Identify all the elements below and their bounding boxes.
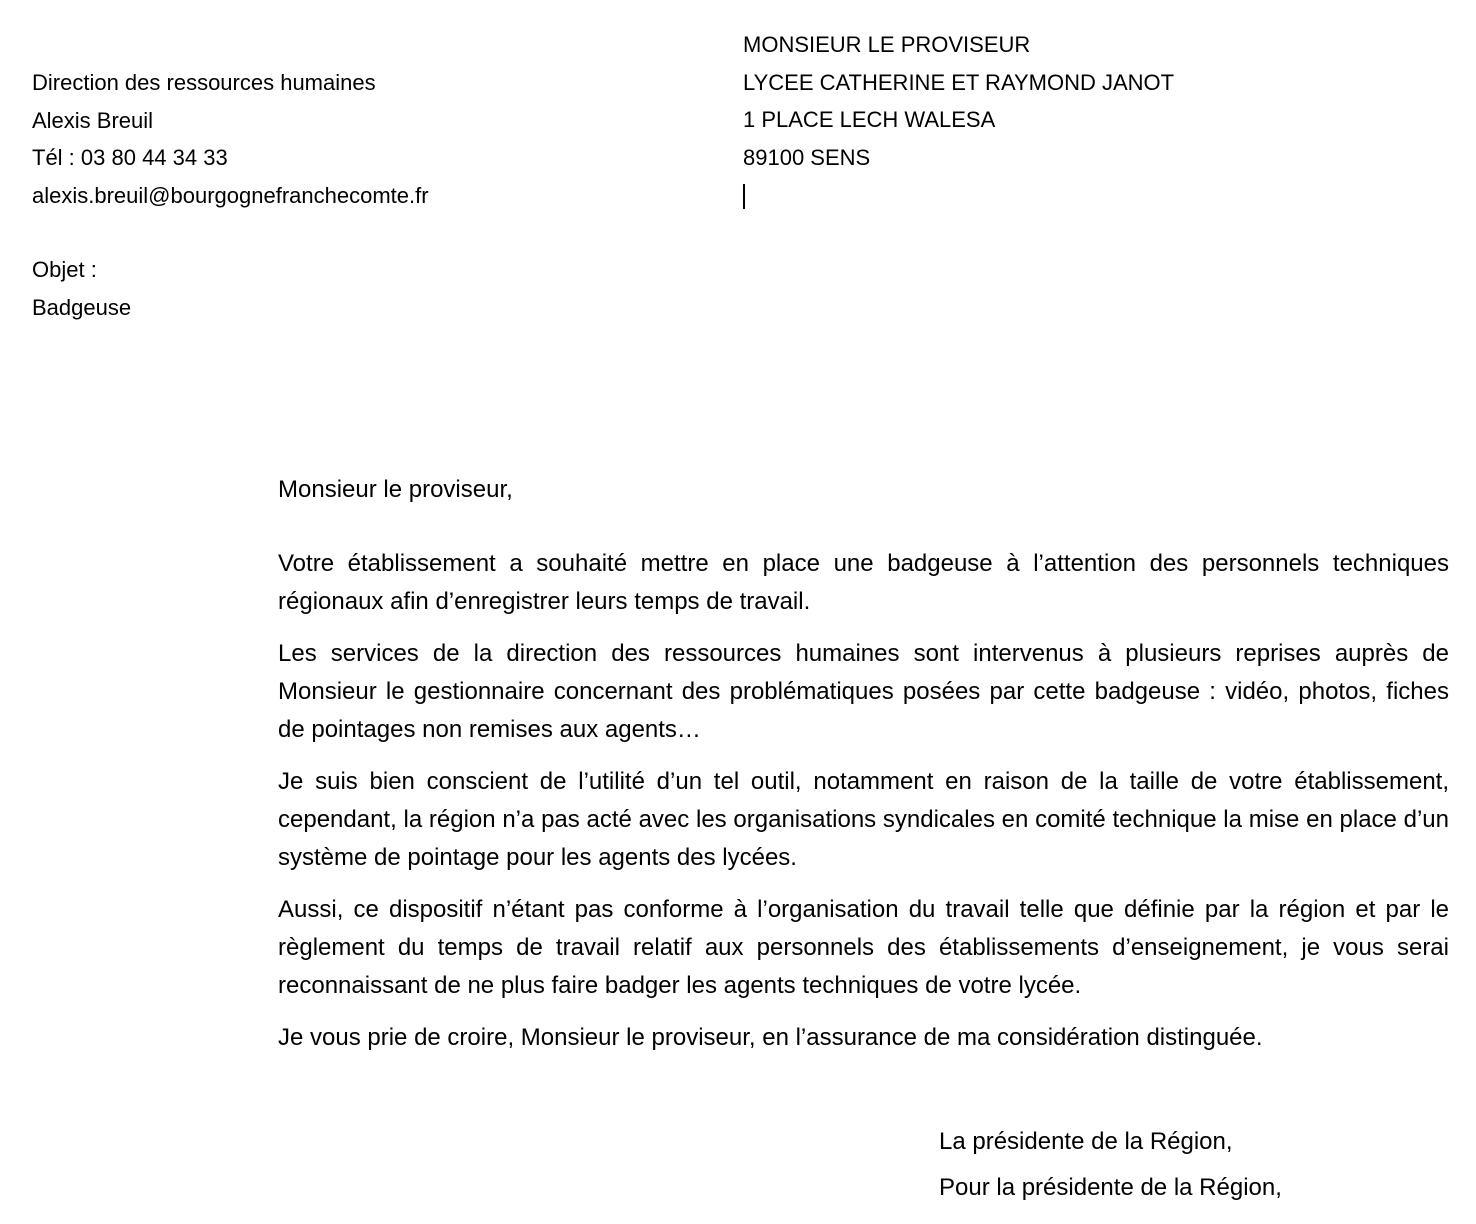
paragraph-2: Les services de la direction des ressources humaines sont intervenus à plusieurs reprises auprès de Monsieur le gestionnaire concernant des problématiques posées par cette badgeuse : vidéo, photos, fiches de pointages non remises aux agents… (278, 640, 1449, 743)
subject-block (32, 251, 131, 326)
recipient-line-3[interactable]: 1 PLACE LECH WALESA (743, 107, 996, 132)
paragraph-3: Je suis bien conscient de l’utilité d’un tel outil, notamment en raison de la taille de votre établissement, cependant, la région n’a pas acté avec les organisations syndicales en comité technique la mise en place d’un système de pointage pour les agents des lycées. (278, 768, 1449, 871)
recipient-line-4[interactable]: 89100 SENS (743, 144, 871, 170)
letter-body (278, 471, 1449, 1071)
text-cursor (743, 184, 745, 209)
paragraph-4: Aussi, ce dispositif n’étant pas conforme à l’organisation du travail telle que définie par la région et par le règlement du temps de travail relatif aux personnels des établissements d’enseignement, je vous serai reconnaissant de ne plus faire badger les agents techniques de votre lycée. (278, 896, 1449, 999)
closing-formula: Je vous prie de croire, Monsieur le proviseur, en l’assurance de ma considération distinguée. (278, 1024, 1263, 1051)
recipient-line-2[interactable]: LYCEE CATHERINE ET RAYMOND JANOT (743, 69, 1175, 95)
sender-department: Direction des ressources humaines (32, 70, 376, 95)
paragraph-1: Votre établissement a souhaité mettre en place une badgeuse à l’attention des personnels techniques régionaux afin d’enregistrer leurs temps de travail. (278, 550, 1449, 615)
sender-phone: Tél : 03 80 44 34 33 (32, 145, 228, 170)
recipient-line-1[interactable]: MONSIEUR LE PROVISEUR (743, 32, 1031, 57)
salutation: Monsieur le proviseur, (278, 476, 513, 503)
signature-block (939, 1119, 1282, 1210)
text-cursor-line[interactable] (743, 176, 1174, 214)
sender-block (32, 64, 429, 214)
signature-line-2: Pour la présidente de la Région, (939, 1173, 1282, 1201)
recipient-address-block[interactable] (743, 26, 1174, 214)
subject-label: Objet : (32, 257, 97, 282)
subject-value: Badgeuse (32, 294, 132, 320)
signature-line-1: La présidente de la Région, (939, 1128, 1233, 1155)
sender-email: alexis.breuil@bourgognefranchecomte.fr (32, 182, 429, 208)
sender-name: Alexis Breuil (32, 107, 154, 133)
